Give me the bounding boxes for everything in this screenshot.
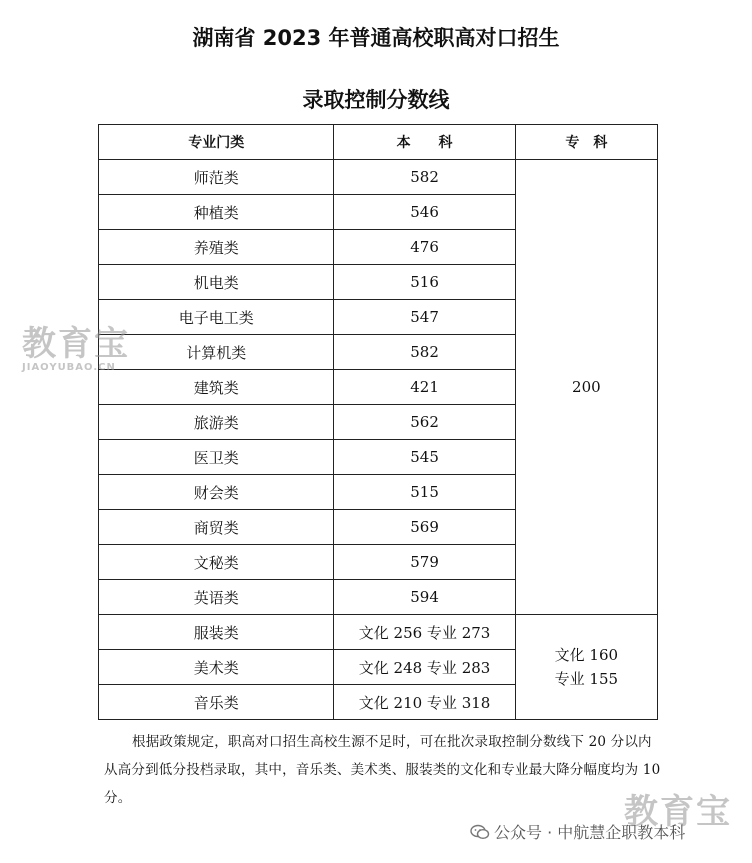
category-cell: 商贸类: [99, 510, 334, 545]
category-cell: 机电类: [99, 265, 334, 300]
bachelor-score-cell: 545: [334, 440, 515, 475]
category-cell: 养殖类: [99, 230, 334, 265]
bachelor-score-cell: 547: [334, 300, 515, 335]
score-table: [98, 124, 658, 720]
bachelor-score-cell: 文化 248 专业 283: [334, 650, 515, 685]
bachelor-score-cell: 582: [334, 160, 515, 195]
table-row: [99, 160, 658, 195]
category-cell: 种植类: [99, 195, 334, 230]
category-cell: 英语类: [99, 580, 334, 615]
category-cell: 财会类: [99, 475, 334, 510]
bachelor-score-cell: 文化 210 专业 318: [334, 685, 515, 720]
table-row: [99, 615, 658, 650]
header-bachelor: 本 科: [334, 125, 515, 160]
category-cell: 文秘类: [99, 545, 334, 580]
page-subtitle: 录取控制分数线: [302, 88, 450, 112]
watermark-subtext: JIAOYUBAO.CN: [22, 362, 116, 373]
category-cell: 建筑类: [99, 370, 334, 405]
category-cell: 电子电工类: [99, 300, 334, 335]
wechat-icon: [470, 824, 490, 840]
table-header-row: [99, 125, 658, 160]
footer-account[interactable]: [470, 820, 685, 843]
category-cell: 医卫类: [99, 440, 334, 475]
bachelor-score-cell: 594: [334, 580, 515, 615]
category-cell: 音乐类: [99, 685, 334, 720]
header-associate: 专 科: [515, 125, 657, 160]
bachelor-score-cell: 562: [334, 405, 515, 440]
footer-text: 公众号 · 中航慧企职教本科: [494, 823, 686, 842]
watermark-logo-2: 教育宝: [624, 792, 732, 832]
bachelor-score-cell: 421: [334, 370, 515, 405]
bachelor-score-cell: 546: [334, 195, 515, 230]
watermark-logo: [22, 326, 130, 373]
associate-major-score: 专业 155: [554, 670, 619, 688]
bachelor-score-cell: 476: [334, 230, 515, 265]
watermark-text: 教育宝: [22, 324, 130, 364]
bachelor-score-cell: 文化 256 专业 273: [334, 615, 515, 650]
associate-culture-score: 文化 160: [554, 646, 619, 664]
category-cell: 计算机类: [99, 335, 334, 370]
bachelor-score-cell: 515: [334, 475, 515, 510]
header-category: 专业门类: [99, 125, 334, 160]
bachelor-score-cell: 516: [334, 265, 515, 300]
category-cell: 服装类: [99, 615, 334, 650]
page-title: 湖南省 2023 年普通高校职高对口招生: [192, 26, 560, 50]
associate-score-group-1: 200: [515, 160, 657, 615]
bachelor-score-cell: 579: [334, 545, 515, 580]
category-cell: 师范类: [99, 160, 334, 195]
category-cell: 旅游类: [99, 405, 334, 440]
bachelor-score-cell: 582: [334, 335, 515, 370]
policy-note: 根据政策规定，职高对口招生高校生源不足时，可在批次录取控制分数线下 20 分以内从高分到低分投档录取，其中，音乐类、美术类、服装类的文化和专业最大降分幅度均为 10 分。: [104, 734, 661, 806]
bachelor-score-cell: 569: [334, 510, 515, 545]
category-cell: 美术类: [99, 650, 334, 685]
associate-score-group-2: [515, 615, 657, 720]
